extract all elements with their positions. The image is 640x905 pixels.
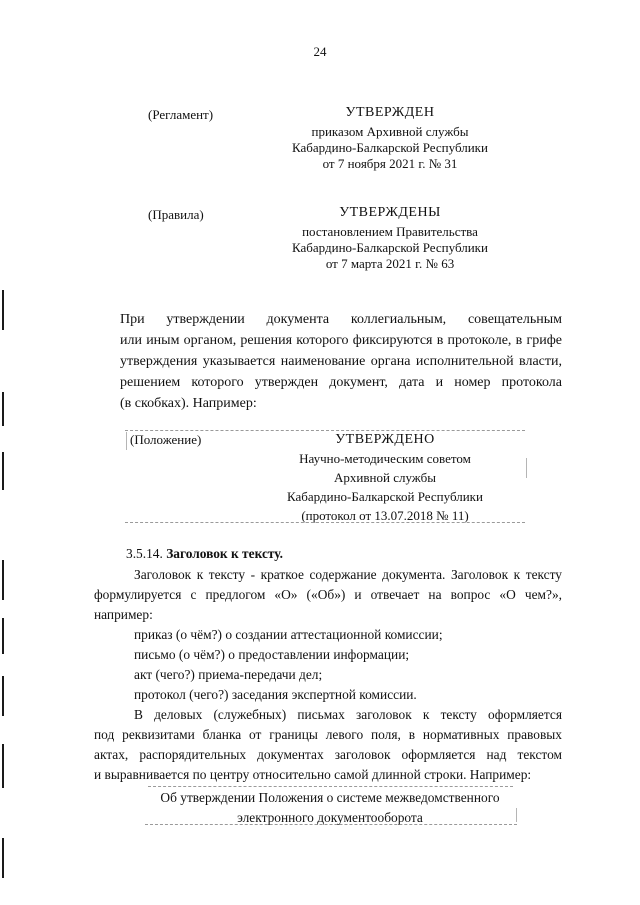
stamp-line: Архивной службы bbox=[334, 470, 436, 485]
text-line: утверждения указывается наименование органа исполнительной власти, bbox=[120, 354, 562, 369]
example-heading-line: электронного документооборота bbox=[237, 810, 423, 825]
section-heading bbox=[126, 546, 283, 562]
text-line: и выравнивается по центру относительно самой длинной строки. Например: bbox=[94, 767, 532, 782]
list-item: протокол (чего?) заседания экспертной комиссии. bbox=[134, 687, 417, 702]
stamp-frame-left bbox=[126, 432, 127, 450]
example-frame-bottom bbox=[145, 824, 517, 825]
text-line: (в скобках). Например: bbox=[120, 396, 257, 411]
stamp-line: от 7 марта 2021 г. № 63 bbox=[325, 256, 455, 271]
scan-margin-mark bbox=[2, 618, 4, 654]
list-item: приказ (о чём?) о создании аттестационной комиссии; bbox=[134, 627, 443, 642]
scan-margin-mark bbox=[2, 676, 4, 716]
text-line: Заголовок к тексту - краткое содержание документа. Заголовок к тексту bbox=[134, 567, 562, 582]
text-line: При утверждении документа коллегиальным, совещательным bbox=[120, 312, 562, 327]
stamp-line: постановлением Правительства bbox=[302, 224, 478, 239]
scan-margin-mark bbox=[2, 560, 4, 600]
text-line: актах, распорядительных документах заголовок оформляется над текстом bbox=[94, 747, 562, 762]
stamp-label-rules: (Правила) bbox=[148, 207, 204, 222]
list-item: акт (чего?) приема-передачи дел; bbox=[134, 667, 323, 682]
stamp-line: Кабардино-Балкарской Республики bbox=[292, 140, 488, 155]
scan-margin-mark bbox=[2, 838, 4, 878]
approval-stamp-provision bbox=[265, 430, 505, 525]
stamp-label-regulation: (Регламент) bbox=[148, 107, 214, 122]
text-line: решением которого утвержден документ, дата и номер протокола bbox=[120, 375, 562, 390]
list-item: письмо (о чём?) о предоставлении информации; bbox=[134, 647, 410, 662]
approval-stamp-rules bbox=[270, 205, 510, 272]
section-number: 3.5.14. bbox=[126, 546, 163, 561]
scan-margin-mark bbox=[2, 392, 4, 426]
text-line: формулируется с предлогом «О» («Об») и отвечает на вопрос «О чем?», bbox=[94, 587, 562, 602]
stamp-label-provision: (Положение) bbox=[130, 432, 202, 447]
stamp-line: Кабардино-Балкарской Республики bbox=[287, 489, 483, 504]
text-line: или иным органом, решения которого фиксируются в протоколе, в грифе bbox=[120, 333, 562, 348]
text-line: например: bbox=[94, 607, 153, 622]
example-frame-right bbox=[516, 808, 517, 822]
stamp-frame-bottom bbox=[125, 522, 525, 523]
examples-list bbox=[134, 625, 443, 705]
stamp-line: приказом Архивной службы bbox=[311, 124, 469, 139]
section-title: Заголовок к тексту. bbox=[166, 546, 284, 561]
stamp-line: Научно-методическим советом bbox=[299, 451, 471, 466]
stamp-line: от 7 ноября 2021 г. № 31 bbox=[322, 156, 458, 171]
approval-stamp-regulation bbox=[270, 105, 510, 172]
example-frame-top bbox=[148, 786, 513, 787]
page-number: 24 bbox=[313, 44, 327, 59]
example-heading bbox=[145, 788, 515, 828]
scan-margin-mark bbox=[2, 452, 4, 490]
scan-margin-mark bbox=[2, 290, 4, 330]
stamp-title: УТВЕРЖДЕНО bbox=[335, 432, 435, 447]
stamp-title: УТВЕРЖДЕНЫ bbox=[339, 205, 441, 220]
paragraph-collegial-approval bbox=[120, 309, 562, 330]
text-line: под реквизитами бланка от границы левого поля, в нормативных правовых bbox=[94, 727, 562, 742]
stamp-frame-right bbox=[526, 458, 527, 478]
stamp-title: УТВЕРЖДЕН bbox=[345, 105, 435, 120]
text-line: В деловых (служебных) письмах заголовок к тексту оформляется bbox=[134, 707, 562, 722]
scan-margin-mark bbox=[2, 744, 4, 788]
stamp-line: (протокол от 13.07.2018 № 11) bbox=[301, 508, 469, 523]
stamp-line: Кабардино-Балкарской Республики bbox=[292, 240, 488, 255]
example-heading-line: Об утверждении Положения о системе межведомственного bbox=[160, 790, 500, 805]
